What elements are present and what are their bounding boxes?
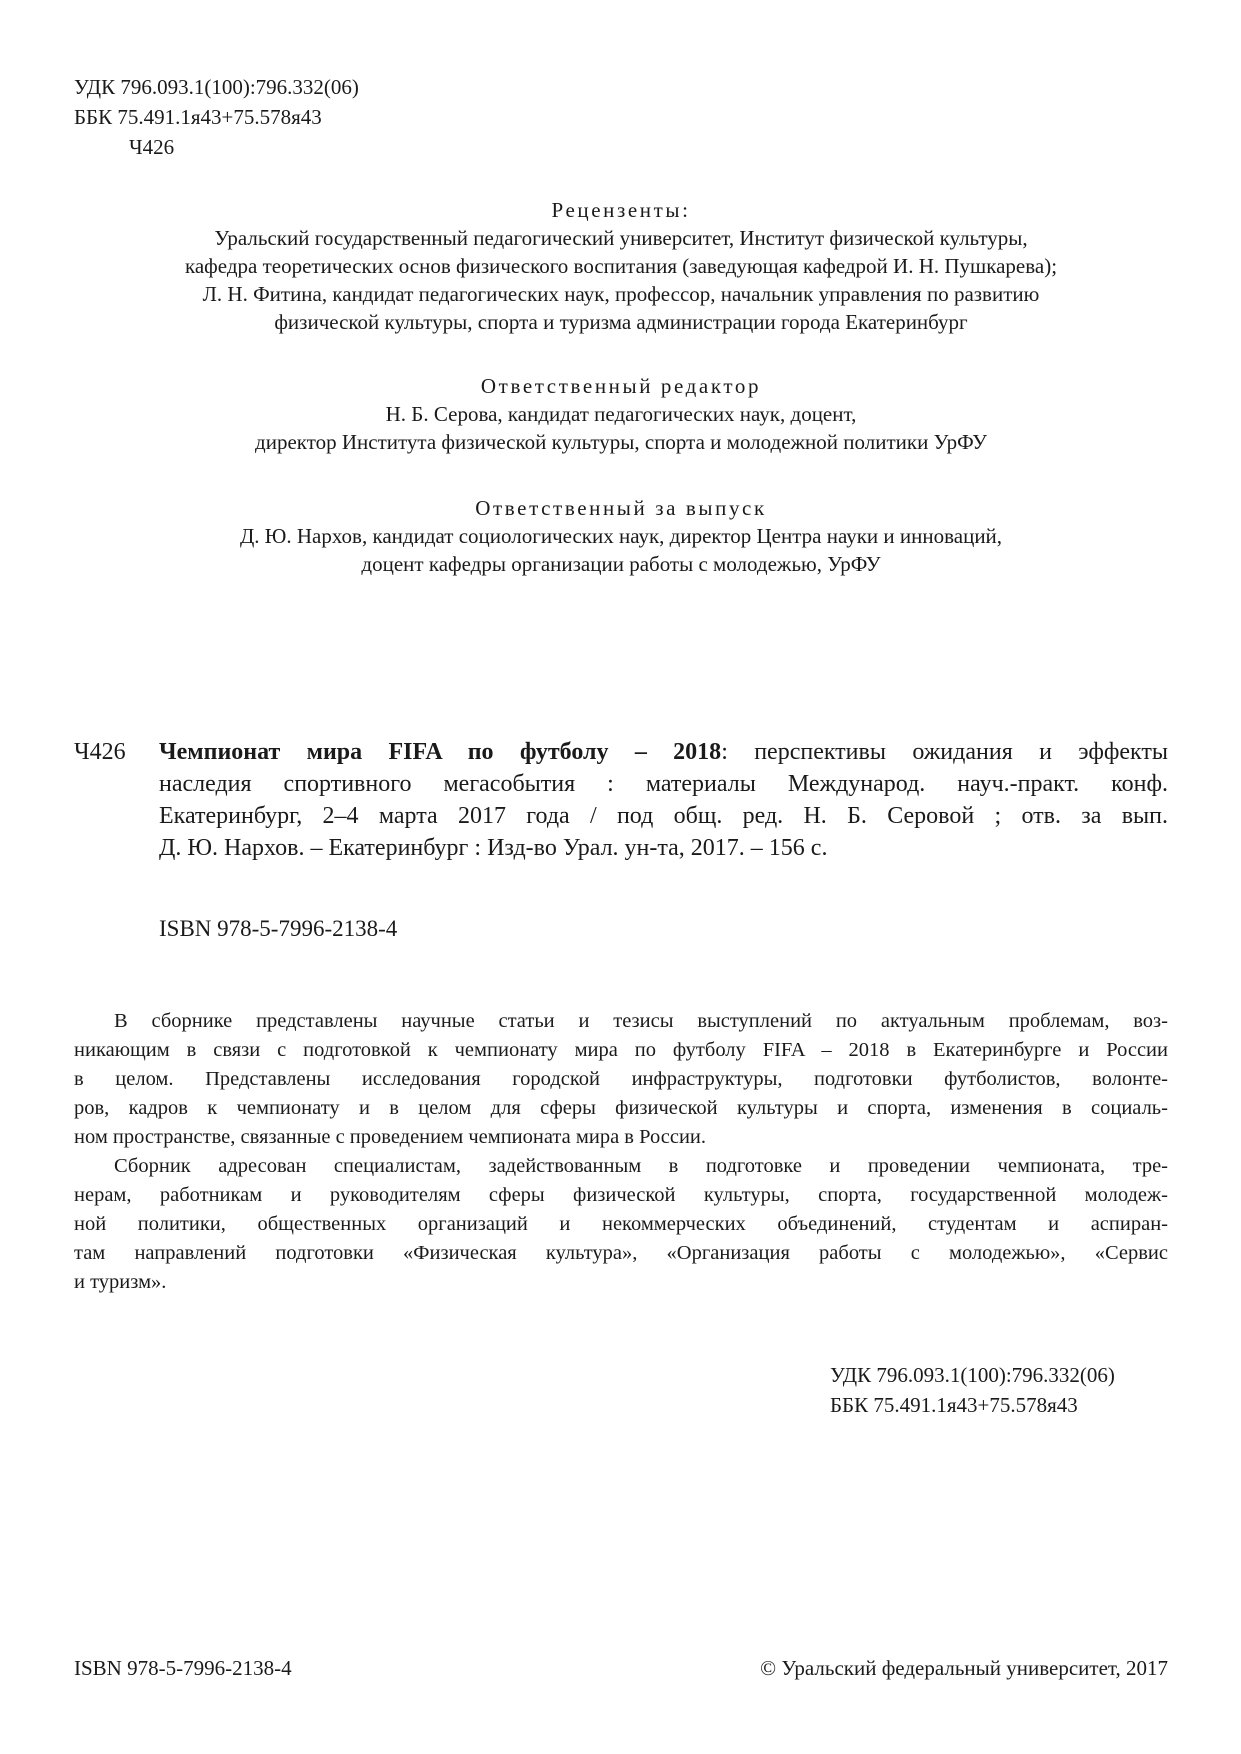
abstract [74,1007,1168,1297]
reviewer-line: Уральский государственный педагогический университет, Институт физической культуры, [214,226,1028,250]
reviewer-line: кафедра теоретических основ физического воспитания (заведующая кафедрой И. Н. Пушкарева); [184,254,1058,278]
release-line: Д. Ю. Нархов, кандидат социологических наук, директор Центра науки и инноваций, [239,524,1003,548]
biblio-title-line [159,736,1168,768]
classification-codes-bottom [830,1360,1115,1420]
book-title: Чемпионат мира FIFA по футболу – 2018 [159,739,722,765]
abstract-line: В сборнике представлены научные статьи и тезисы выступлений по актуальным проблемам, воз- [114,1010,1168,1032]
abstract-line: и туризм». [74,1271,167,1293]
isbn: ISBN 978-5-7996-2138-4 [159,916,398,941]
abstract-line: Сборник адресован специалистам, задействованным в подготовке и проведении чемпионата, тре- [114,1155,1168,1177]
copyright: © Уральский федеральный университет, 2017 [760,1656,1168,1680]
reviewer-line: Л. Н. Фитина, кандидат педагогических наук, профессор, начальник управления по развитию [202,282,1040,306]
abstract-line: ров, кадров к чемпионату и в целом для сферы физической культуры и спорта, изменения в социаль- [74,1097,1168,1119]
udk-code: УДК 796.093.1(100):796.332(06) [74,75,359,99]
abstract-line: ном пространстве, связанные с проведением чемпионата мира в России. [74,1126,707,1148]
editor-line: директор Института физической культуры, спорта и молодежной политики УрФУ [255,430,987,454]
abstract-line: в целом. Представлены исследования городской инфраструктуры, подготовки футболистов, волонте- [74,1068,1168,1090]
abstract-paragraph [74,1152,1168,1297]
bbk-code: ББК 75.491.1я43+75.578я43 [74,105,322,129]
abstract-line: никающим в связи с подготовкой к чемпионату мира по футболу FIFA – 2018 в Екатеринбурге и России [74,1039,1168,1061]
reviewers-heading: Рецензенты: [551,198,691,222]
editor-block [74,372,1168,456]
abstract-line: там направлений подготовки «Физическая культура», «Организация работы с молодежью», «Сервис [74,1242,1168,1264]
abstract-line: ной политики, общественных организаций и некоммерческих объединений, студентам и аспиран- [74,1213,1168,1235]
biblio-subtitle: : перспективы ожидания и эффекты [721,739,1168,765]
reviewers-block [74,196,1168,336]
classification-codes-top [74,72,359,162]
bbk-code: ББК 75.491.1я43+75.578я43 [830,1393,1078,1417]
release-line: доцент кафедры организации работы с молодежью, УрФУ [361,552,881,576]
udk-code: УДК 796.093.1(100):796.332(06) [830,1363,1115,1387]
bibliographic-record [74,736,1168,864]
biblio-line: наследия спортивного мегасобытия : материалы Международ. науч.-практ. конф. [159,771,1168,797]
abstract-line: нерам, работникам и руководителям сферы физической культуры, спорта, государственной молодеж- [74,1184,1168,1206]
biblio-author-mark: Ч426 [74,739,126,765]
release-heading: Ответственный за выпуск [475,496,767,520]
biblio-line: Д. Ю. Нархов. – Екатеринбург : Изд-во Урал. ун-та, 2017. – 156 с. [159,835,828,861]
author-mark: Ч426 [129,135,175,159]
reviewer-line: физической культуры, спорта и туризма администрации города Екатеринбург [274,310,968,334]
footer-isbn: ISBN 978-5-7996-2138-4 [74,1656,292,1680]
release-block [74,494,1168,578]
abstract-paragraph [74,1007,1168,1152]
editor-heading: Ответственный редактор [480,374,762,398]
editor-line: Н. Б. Серова, кандидат педагогических наук, доцент, [385,402,857,426]
biblio-line: Екатеринбург, 2–4 марта 2017 года / под общ. ред. Н. Б. Серовой ; отв. за вып. [159,803,1168,829]
